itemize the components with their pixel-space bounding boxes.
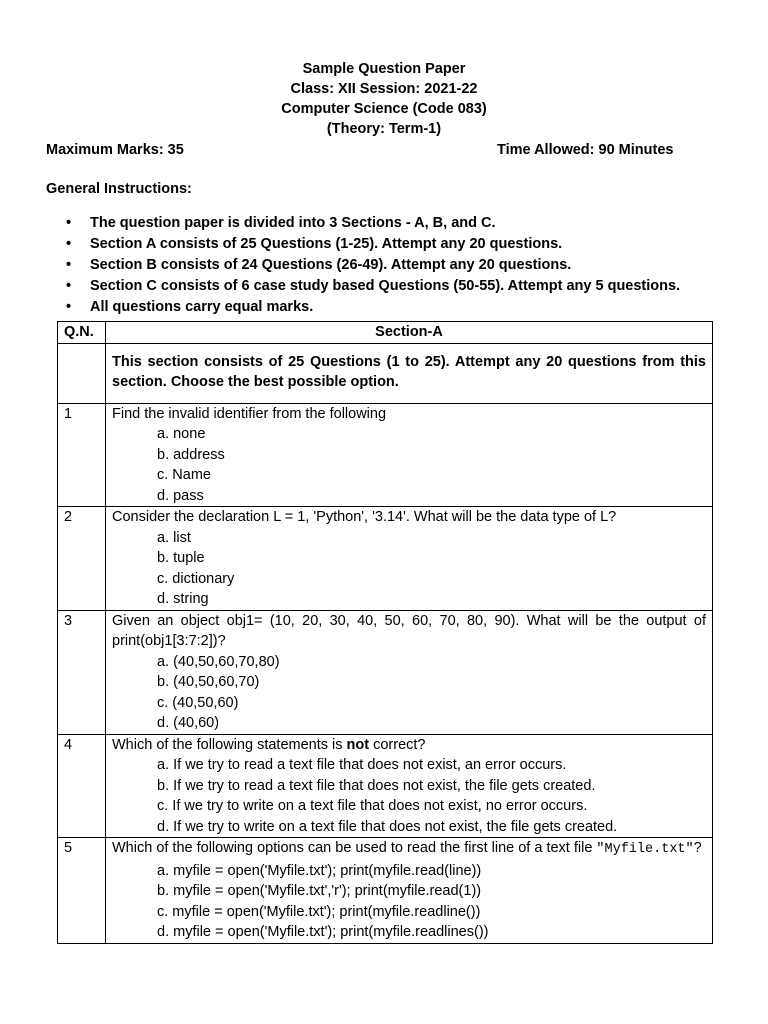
option: c. myfile = open('Myfile.txt'); print(myfile.readline()): [157, 903, 481, 920]
option: c. (40,50,60): [157, 694, 239, 711]
instruction-text: Section C consists of 6 case study based Questions (50-55). Attempt any 5 questions.: [90, 278, 681, 294]
option: b. (40,50,60,70): [157, 674, 260, 690]
instruction-text: All questions carry equal marks.: [90, 299, 314, 315]
table-header-row: [58, 322, 713, 344]
option: b. address: [157, 446, 225, 463]
option: c. If we try to write on a text file that does not exist, no error occurs.: [157, 798, 588, 814]
option: a. myfile = open('Myfile.txt'); print(myfile.read(line)): [157, 862, 482, 879]
table-row: [58, 403, 713, 507]
class-session: Class: XII Session: 2021-22: [290, 81, 478, 97]
option: c. dictionary: [157, 570, 235, 587]
maximum-marks: Maximum Marks: 35: [46, 142, 184, 158]
instruction-item: [46, 276, 726, 297]
instruction-text: The question paper is divided into 3 Sections - A, B, and C.: [90, 215, 496, 231]
option: a. list: [157, 529, 191, 546]
instruction-item: [46, 297, 726, 318]
table-row: [58, 734, 713, 838]
bullet-icon: •: [66, 215, 72, 231]
question-number: 1: [58, 403, 106, 507]
question-cell: [106, 610, 713, 734]
question-table: [57, 321, 713, 944]
instruction-text: Section A consists of 25 Questions (1-25). Attempt any 20 questions.: [90, 236, 563, 252]
option: d. myfile = open('Myfile.txt'); print(myfile.readlines()): [157, 924, 489, 940]
qn-header: Q.N.: [58, 322, 106, 344]
option: a. (40,50,60,70,80): [157, 653, 280, 670]
instruction-item: [46, 234, 726, 255]
section-header: Section-A: [106, 322, 713, 344]
option: b. If we try to read a text file that does not exist, the file gets created.: [157, 777, 596, 794]
question-text: Which of the following options can be used to read the first line of a text file "Myfile.txt"?: [112, 840, 702, 857]
option: d. (40,60): [157, 715, 220, 731]
empty-cell: [58, 343, 106, 403]
table-row: [58, 838, 713, 944]
question-text: Consider the declaration L = 1, 'Python', '3.14'. What will be the data type of L?: [112, 509, 617, 525]
subject: Computer Science (Code 083): [281, 101, 487, 117]
option: a. none: [157, 426, 206, 442]
theory-term: (Theory: Term-1): [326, 121, 442, 137]
question-cell: [106, 403, 713, 507]
option: d. string: [157, 591, 209, 607]
instructions-list: [46, 213, 726, 318]
question-text: Find the invalid identifier from the following: [112, 405, 387, 422]
question-number: 3: [58, 610, 106, 734]
question-cell: [106, 838, 713, 944]
instruction-item: [46, 255, 726, 276]
bullet-icon: •: [66, 278, 72, 294]
bullet-icon: •: [66, 236, 72, 252]
instruction-text: Section B consists of 24 Questions (26-49). Attempt any 20 questions.: [90, 257, 572, 273]
time-allowed: Time Allowed: 90 Minutes: [497, 142, 674, 158]
option: c. Name: [157, 467, 211, 483]
table-row: [58, 610, 713, 734]
question-text: Which of the following statements is not correct?: [112, 736, 426, 753]
question-cell: [106, 507, 713, 611]
instruction-item: [46, 213, 726, 234]
option: b. tuple: [157, 550, 205, 566]
general-instructions-title: General Instructions:: [46, 181, 192, 197]
bullet-icon: •: [66, 257, 72, 273]
question-cell: [106, 734, 713, 838]
option: a. If we try to read a text file that does not exist, an error occurs.: [157, 757, 567, 773]
table-row: [58, 507, 713, 611]
option: d. If we try to write on a text file that does not exist, the file gets created.: [157, 818, 618, 835]
bullet-icon: •: [66, 299, 72, 315]
question-number: 4: [58, 734, 106, 838]
question-text: Given an object obj1= (10, 20, 30, 40, 50, 60, 70, 80, 90). What will be the output of print(obj1[3:7:2])?: [112, 612, 706, 649]
option: b. myfile = open('Myfile.txt','r'); print(myfile.read(1)): [157, 883, 482, 899]
section-note-row: [58, 343, 713, 403]
question-number: 2: [58, 507, 106, 611]
question-number: 5: [58, 838, 106, 944]
option: d. pass: [157, 487, 204, 504]
paper-title: Sample Question Paper: [302, 61, 466, 77]
section-note: This section consists of 25 Questions (1 to 25). Attempt any 20 questions from this section. Choose the best possible option.: [106, 343, 713, 403]
